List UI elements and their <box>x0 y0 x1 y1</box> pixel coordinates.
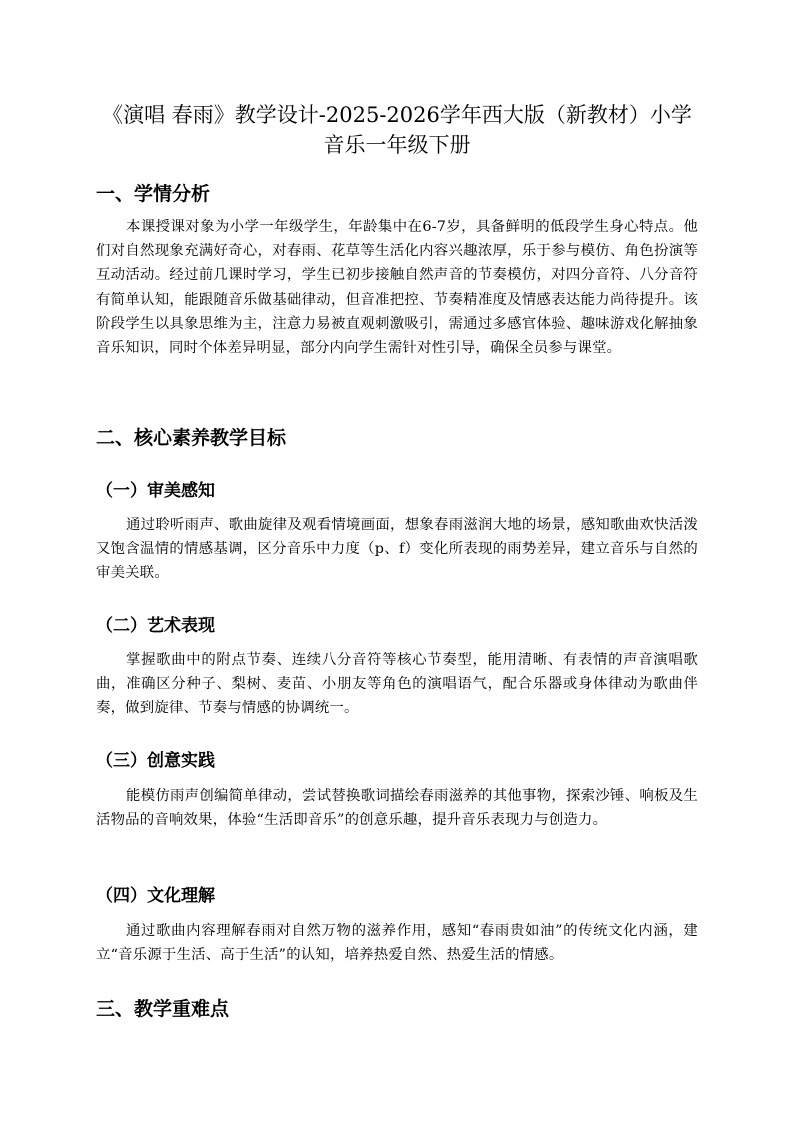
subsection-heading-artistic-expression: （二）艺术表现 <box>96 616 215 636</box>
subsection-paragraph-aesthetic-perception: 通过聆听雨声、歌曲旋律及观看情境画面，想象春雨滋润大地的场景，感知歌曲欢快活泼又饱含温情的情感基调，区分音乐中力度（p、f）变化所表现的雨势差异，建立音乐与自然的审美关联。 <box>96 517 698 582</box>
subsection-paragraph-artistic-expression: 掌握歌曲中的附点节奏、连续八分音符等核心节奏型，能用清晰、有表情的声音演唱歌曲，准确区分种子、梨树、麦苗、小朋友等角色的演唱语气，配合乐器或身体律动为歌曲伴奏，做到旋律、节奏与情感的协调统一。 <box>96 652 698 717</box>
subsection-paragraph-creative-practice: 能模仿雨声创编简单律动，尝试替换歌词描绘春雨滋养的其他事物，探索沙锤、响板及生活物品的音响效果，体验“生活即音乐”的创意乐趣，提升音乐表现力与创造力。 <box>96 788 698 829</box>
subsection-heading-aesthetic-perception: （一）审美感知 <box>96 481 215 501</box>
section-heading-key-difficulties: 三、教学重难点 <box>96 998 230 1020</box>
subsection-heading-cultural-understanding: （四）文化理解 <box>96 886 215 906</box>
section-paragraph-learner-analysis: 本课授课对象为小学一年级学生，年龄集中在6-7岁，具备鲜明的低段学生身心特点。他们对自然现象充满好奇心，对春雨、花草等生活化内容兴趣浓厚，乐于参与模仿、角色扮演等互动活动。经过前几课时学习，学生已初步接触自然声音的节奏模仿，对四分音符、八分音符有简单认知，能跟随音乐做基础律动，但音准把控、节奏精准度及情感表达能力尚待提升。该阶段学生以具象思维为主，注意力易被直观刺激吸引，需通过多感官体验、趣味游戏化解抽象音乐知识，同时个体差异明显，部分内向学生需针对性引导，确保全员参与课堂。 <box>96 219 698 357</box>
section-heading-learner-analysis: 一、学情分析 <box>96 183 211 205</box>
section-heading-core-goals: 二、核心素养教学目标 <box>96 427 287 449</box>
subsection-paragraph-cultural-understanding: 通过歌曲内容理解春雨对自然万物的滋养作用，感知“春雨贵如油”的传统文化内涵，建立“音乐源于生活、高于生活”的认知，培养热爱自然、热爱生活的情感。 <box>96 923 698 964</box>
document-title: 《演唱 春雨》教学设计-2025-2026学年西大版（新教材）小学音乐一年级下册 <box>102 103 692 157</box>
subsection-heading-creative-practice: （三）创意实践 <box>96 751 215 771</box>
